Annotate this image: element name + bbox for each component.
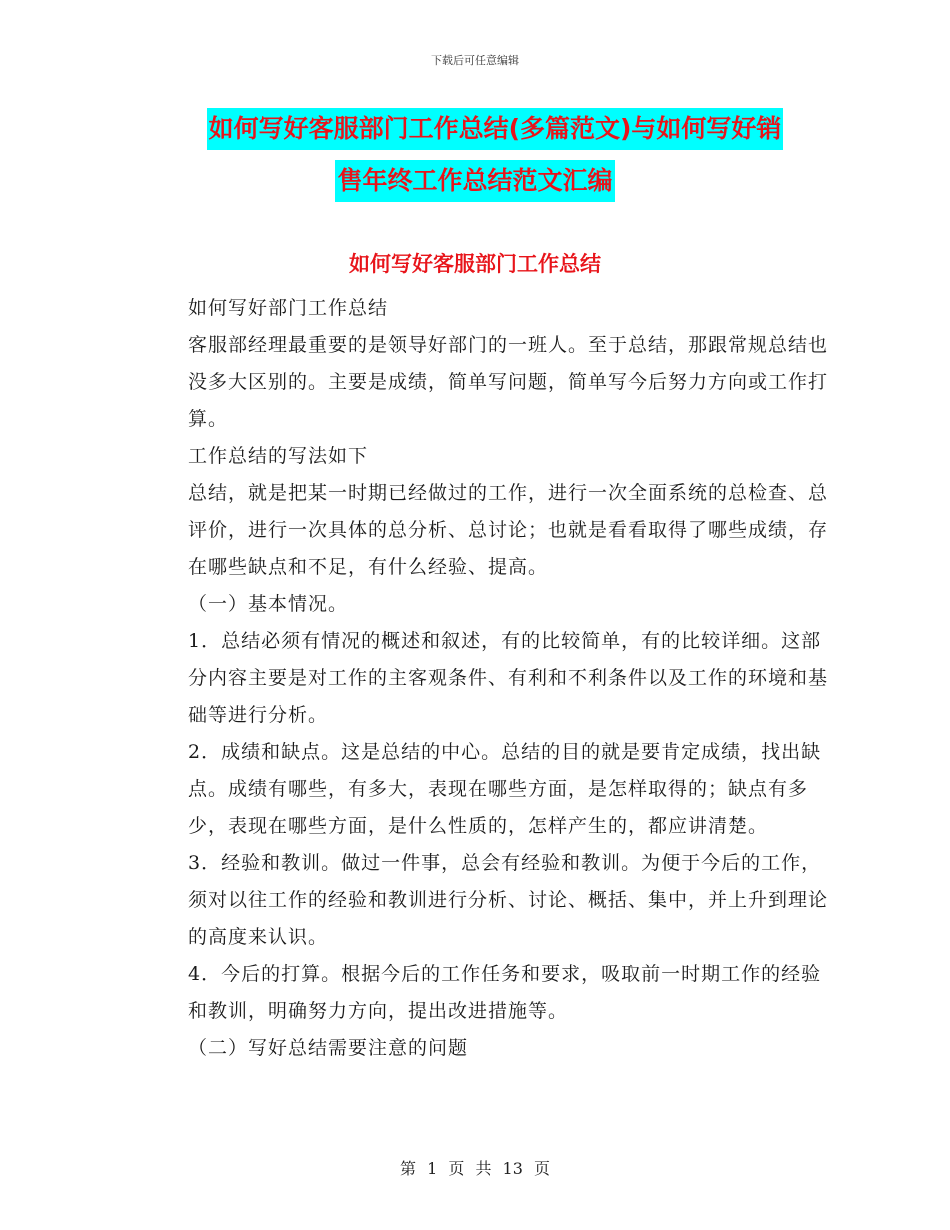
paragraph: 工作总结的写法如下 — [188, 445, 369, 467]
document-title — [0, 108, 950, 212]
paragraph: 如何写好部门工作总结 — [188, 297, 389, 319]
paragraph: 客服部经理最重要的是领导好部门的一班人。至于总结，那跟常规总结也没多大区别的。主要是成绩，简单写问题，简单写今后努力方向或工作打算。 — [188, 334, 829, 430]
paragraph: （一）基本情况。 — [188, 593, 349, 615]
document-body — [140, 290, 830, 1067]
paragraph: 1．总结必须有情况的概述和叙述，有的比较简单，有的比较详细。这部分内容主要是对工作的主客观条件、有利和不利条件以及工作的环境和基础等进行分析。 — [188, 630, 829, 726]
paragraph: 2．成绩和缺点。这是总结的中心。总结的目的就是要肯定成绩，找出缺点。成绩有哪些，有多大，表现在哪些方面，是怎样取得的；缺点有多少，表现在哪些方面，是什么性质的，怎样产生的，都应讲清楚。 — [188, 741, 822, 837]
page-header: 下载后可任意编辑 — [431, 54, 519, 67]
page-footer: 第 1 页 共 13 页 — [400, 1159, 550, 1178]
title-line-1: 如何写好客服部门工作总结(多篇范文)与如何写好销 — [207, 108, 784, 150]
section-title: 如何写好客服部门工作总结 — [349, 252, 601, 276]
paragraph: 3．经验和教训。做过一件事，总会有经验和教训。为便于今后的工作，须对以往工作的经验和教训进行分析、讨论、概括、集中，并上升到理论的高度来认识。 — [188, 852, 829, 948]
paragraph: 4．今后的打算。根据今后的工作任务和要求，吸取前一时期工作的经验和教训，明确努力方向，提出改进措施等。 — [188, 963, 822, 1022]
title-line-2: 售年终工作总结范文汇编 — [335, 160, 614, 202]
paragraph: 总结，就是把某一时期已经做过的工作，进行一次全面系统的总检查、总评价，进行一次具体的总分析、总讨论；也就是看看取得了哪些成绩，存在哪些缺点和不足，有什么经验、提高。 — [188, 482, 829, 578]
paragraph: （二）写好总结需要注意的问题 — [188, 1037, 469, 1059]
